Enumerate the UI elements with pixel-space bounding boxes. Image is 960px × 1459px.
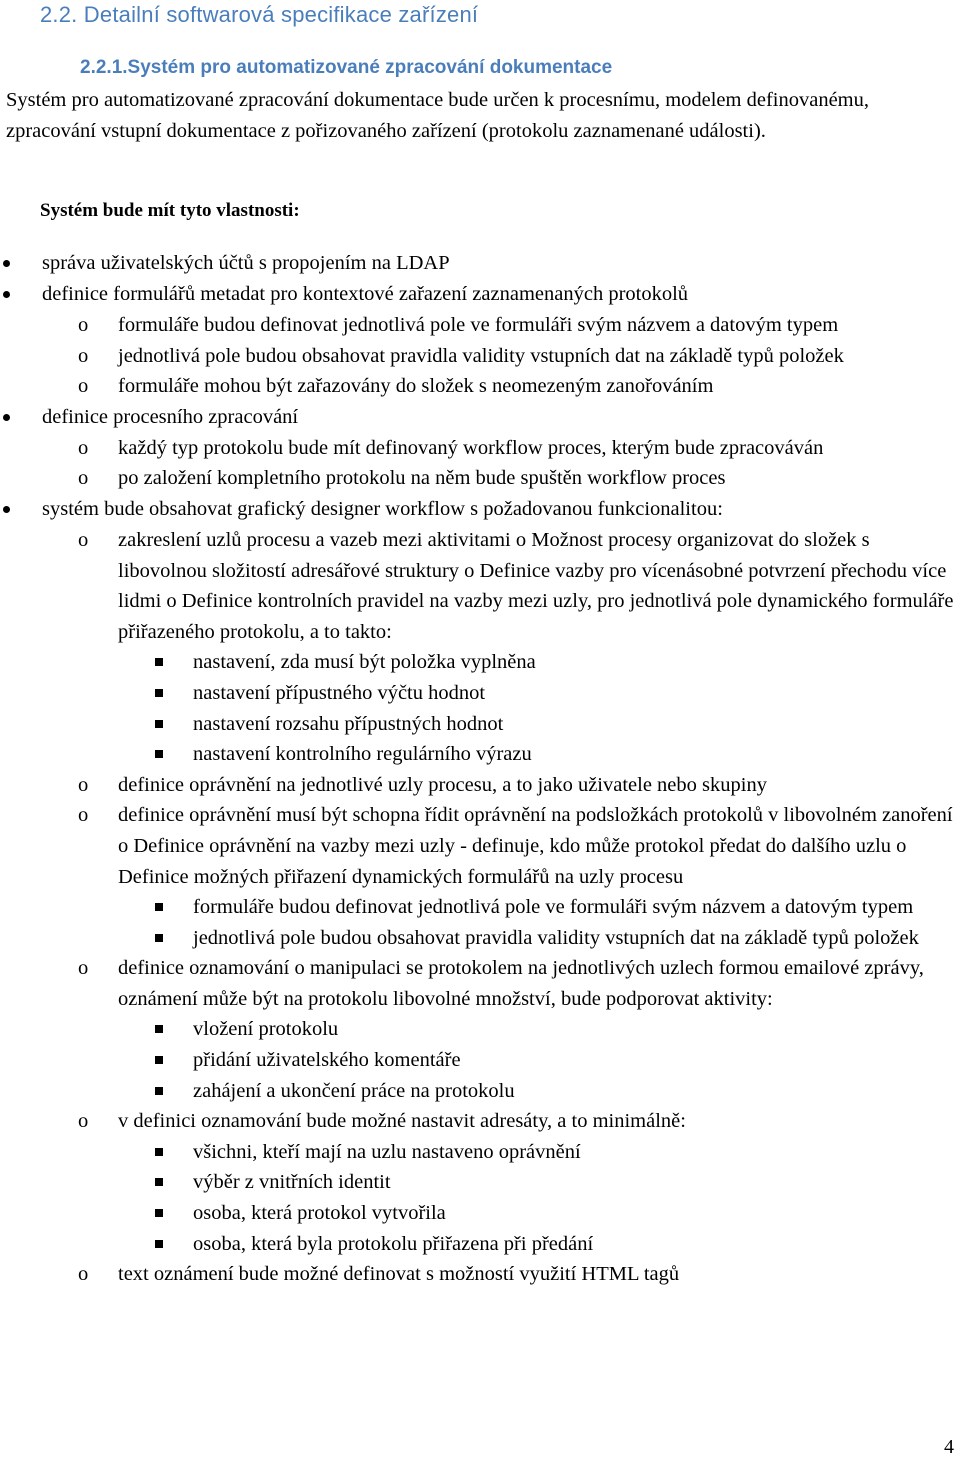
list-item-text: správa uživatelských účtů s propojením na LDAP: [42, 252, 450, 274]
sub-sub-list-item-text: nastavení přípustného výčtu hodnot: [193, 681, 486, 704]
sub-list: [0, 525, 958, 1290]
sub-list-item-text: formuláře mohou být zařazovány do složek s neomezeným zanořováním: [118, 375, 714, 398]
sub-list-item: [0, 341, 958, 372]
sub-sub-list-item: [0, 1198, 958, 1229]
section-heading: 2.2. Detailní softwarová specifikace zařízení: [40, 2, 479, 27]
list-item: [0, 402, 958, 494]
sub-sub-list-item: [0, 1076, 958, 1107]
sub-list-item-text: jednotlivá pole budou obsahovat pravidla validity vstupních dat na základě typů položek: [118, 344, 844, 367]
sub-sub-list-item: [0, 1137, 958, 1168]
circle-bullet-icon: o: [78, 436, 89, 459]
sub-list-item-text: po založení kompletního protokolu na něm bude spuštěn workflow proces: [118, 467, 726, 490]
square-bullet-icon: [155, 1209, 163, 1217]
square-bullet-icon: [155, 1148, 163, 1156]
circle-bullet-icon: o: [78, 957, 89, 980]
sub-list-item: [0, 770, 958, 801]
circle-bullet-icon: o: [78, 467, 89, 490]
sub-sub-list: [0, 892, 958, 953]
sub-sub-list-item: [0, 678, 958, 709]
sub-sub-list-item: [0, 1167, 958, 1198]
list-item-text: systém bude obsahovat grafický designer workflow s požadovanou funkcionalitou:: [42, 497, 723, 520]
sub-list-item-text: formuláře budou definovat jednotlivá pole ve formuláři svým názvem a datovým typem: [118, 314, 839, 336]
sub-sub-list: [0, 1014, 958, 1106]
sub-list-item-text: definice oprávnění musí být schopna řídit oprávnění na podsložkách protokolů v libovolném zanoření o Definice oprávnění na vazby mezi uzly - definuje, kdo může protokol předat do dalšího uzlu o Definice možných přiřazení dynamických formulářů na uzly procesu: [118, 804, 953, 888]
subsection-title: Systém pro automatizované zpracování dokumentace: [127, 57, 613, 78]
square-bullet-icon: [155, 689, 163, 697]
bullet-icon: [3, 414, 10, 421]
circle-bullet-icon: o: [78, 375, 89, 398]
sub-list-item-text: definice oprávnění na jednotlivé uzly procesu, a to jako uživatele nebo skupiny: [118, 773, 767, 796]
circle-bullet-icon: o: [78, 314, 89, 336]
circle-bullet-icon: o: [78, 1263, 89, 1286]
sub-sub-list-item-text: výběr z vnitřních identit: [193, 1171, 391, 1194]
sub-sub-list-item: [0, 647, 958, 678]
sub-list-item: [0, 525, 958, 770]
square-bullet-icon: [155, 1178, 163, 1186]
circle-bullet-icon: o: [78, 1110, 89, 1133]
sub-sub-list-item-text: nastavení rozsahu přípustných hodnot: [193, 712, 504, 735]
sub-list-item: [0, 371, 958, 402]
properties-heading: Systém bude mít tyto vlastnosti:: [40, 200, 300, 221]
sub-list: [0, 433, 958, 494]
sub-list-item-text: definice oznamování o manipulaci se protokolem na jednotlivých uzlech formou emailové zprávy, oznámení může být na protokolu libovolné množství, bude podporovat aktivity:: [118, 957, 924, 1010]
square-bullet-icon: [155, 903, 163, 911]
circle-bullet-icon: o: [78, 773, 89, 796]
sub-list: [0, 310, 958, 402]
sub-sub-list: [0, 1137, 958, 1259]
sub-sub-list-item: [0, 892, 958, 923]
sub-sub-list-item-text: nastavení kontrolního regulárního výrazu: [193, 743, 532, 766]
subsection-number: 2.2.1.: [80, 57, 128, 78]
list-item: [0, 279, 958, 402]
sub-sub-list-item-text: osoba, která byla protokolu přiřazena při předání: [193, 1232, 594, 1255]
sub-sub-list-item-text: jednotlivá pole budou obsahovat pravidla validity vstupních dat na základě typů položek: [193, 926, 919, 949]
sub-sub-list-item-text: zahájení a ukončení práce na protokolu: [193, 1079, 515, 1102]
sub-sub-list-item: [0, 1045, 958, 1076]
sub-list-item: [0, 310, 958, 341]
bullet-icon: [3, 260, 10, 267]
sub-sub-list-item: [0, 1229, 958, 1260]
list-item: [0, 248, 958, 279]
circle-bullet-icon: o: [78, 804, 89, 827]
page-number: 4: [944, 1436, 954, 1458]
circle-bullet-icon: o: [78, 528, 89, 551]
sub-list-item-text: v definici oznamování bude možné nastavit adresáty, a to minimálně:: [118, 1110, 686, 1133]
list-item-text: definice formulářů metadat pro kontextové zařazení zaznamenaných protokolů: [42, 283, 689, 305]
sub-list-item: [0, 433, 958, 464]
bullet-icon: [3, 291, 10, 298]
sub-sub-list-item: [0, 739, 958, 770]
sub-list-item-text: každý typ protokolu bude mít definovaný workflow proces, kterým bude zpracováván: [118, 436, 824, 459]
sub-list-item-text: zakreslení uzlů procesu a vazeb mezi aktivitami o Možnost procesy organizovat do složek s libovolnou složitostí adresářové struktury o Definice vazby pro vícenásobné potvrzení přechodu více lidmi o Definice kontrolních pravidel na vazby mezi uzly, pro jednotlivá pole dynamického formuláře přiřazeného protokolu, a to takto:: [118, 528, 954, 643]
sub-list-item: [0, 953, 958, 1106]
intro-paragraph: Systém pro automatizované zpracování dokumentace bude určen k procesnímu, modelem definovanému, zpracování vstupní dokumentace z pořizovaného zařízení (protokolu zaznamenané události).: [6, 89, 869, 142]
sub-list-item: [0, 1106, 958, 1259]
list-item-text: definice procesního zpracování: [42, 405, 299, 428]
sub-list-item-text: text oznámení bude možné definovat s možností využití HTML tagů: [118, 1263, 680, 1286]
square-bullet-icon: [155, 1087, 163, 1095]
square-bullet-icon: [155, 1025, 163, 1033]
sub-sub-list-item: [0, 923, 958, 954]
square-bullet-icon: [155, 658, 163, 666]
circle-bullet-icon: o: [78, 344, 89, 367]
sub-list-item: [0, 463, 958, 494]
subsection-heading: [80, 57, 612, 79]
sub-sub-list-item-text: osoba, která protokol vytvořila: [193, 1202, 446, 1225]
sub-sub-list-item: [0, 709, 958, 740]
list-item: [0, 494, 958, 1290]
sub-sub-list-item-text: všichni, kteří mají na uzlu nastaveno oprávnění: [193, 1140, 581, 1163]
sub-sub-list-item: [0, 1014, 958, 1045]
square-bullet-icon: [155, 1056, 163, 1064]
sub-sub-list: [0, 647, 958, 769]
bullet-icon: [3, 506, 10, 513]
sub-sub-list-item-text: formuláře budou definovat jednotlivá pole ve formuláři svým názvem a datovým typem: [193, 896, 914, 919]
square-bullet-icon: [155, 1240, 163, 1248]
square-bullet-icon: [155, 934, 163, 942]
properties-list: [0, 248, 958, 1290]
sub-list-item: [0, 1259, 958, 1290]
sub-sub-list-item-text: přidání uživatelského komentáře: [193, 1049, 461, 1072]
sub-sub-list-item-text: nastavení, zda musí být položka vyplněna: [193, 651, 536, 674]
sub-sub-list-item-text: vložení protokolu: [193, 1018, 339, 1041]
square-bullet-icon: [155, 720, 163, 728]
sub-list-item: [0, 800, 958, 953]
square-bullet-icon: [155, 750, 163, 758]
